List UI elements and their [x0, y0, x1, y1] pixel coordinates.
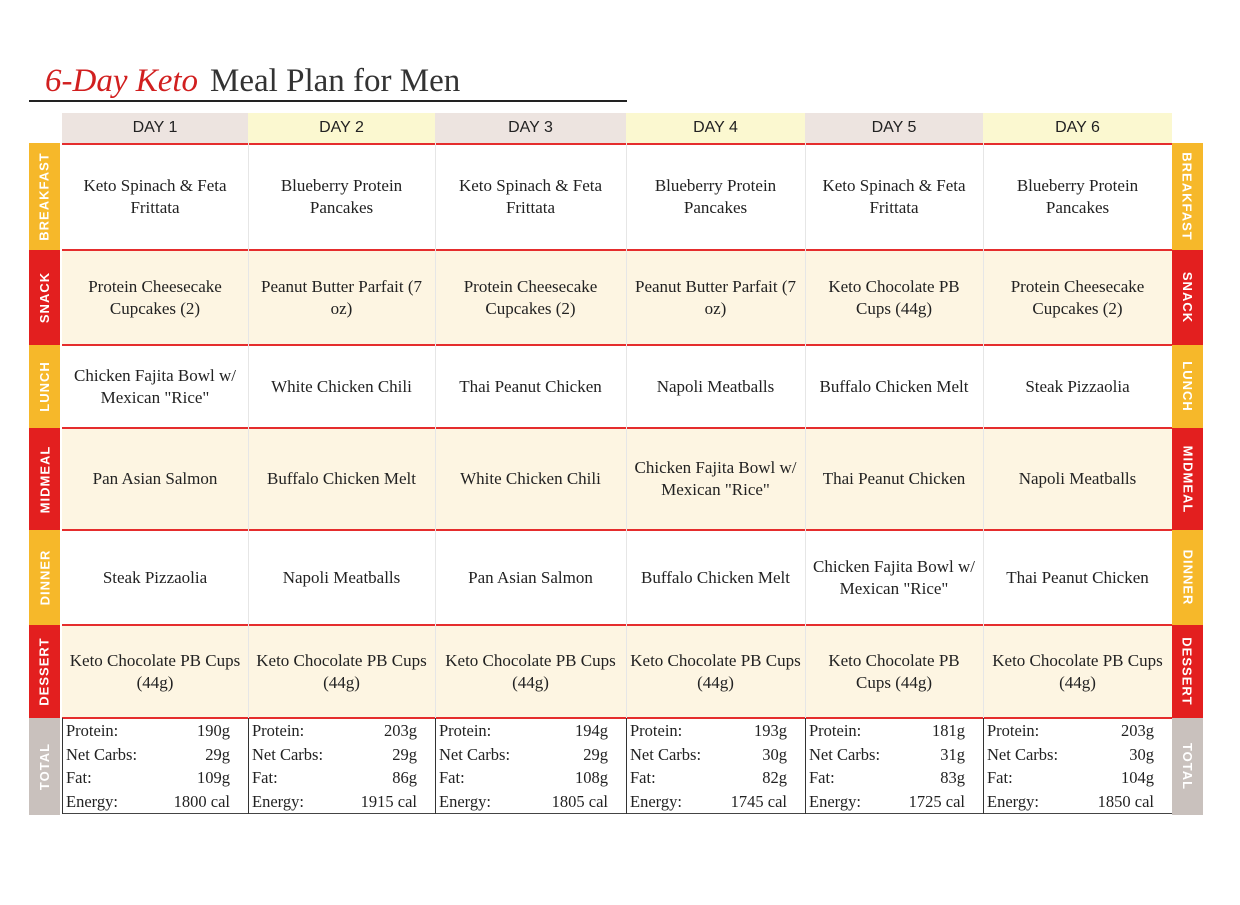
- total-value: 82g: [762, 768, 787, 787]
- total-value: 1725 cal: [908, 791, 965, 811]
- row-label-text: DINNER: [37, 549, 52, 606]
- meal-cell: Keto Chocolate PB Cups (44g): [69, 650, 241, 692]
- row-label-midmeal-right: [1172, 428, 1203, 530]
- meal-cell: Peanut Butter Parfait (7 oz): [635, 276, 796, 318]
- row-label-text: SNACK: [37, 271, 53, 324]
- meal-cell: Steak Pizzaolia: [102, 567, 208, 587]
- total-value: 29g: [583, 744, 608, 764]
- total-line: [809, 766, 979, 790]
- total-label: Net Carbs:: [809, 744, 881, 764]
- row-label-text: SNACK: [1180, 271, 1196, 324]
- row-label-text: DINNER: [1180, 549, 1195, 606]
- page-title: [45, 62, 460, 100]
- total-left-border: [62, 718, 63, 814]
- total-value: 30g: [1129, 744, 1154, 764]
- row-label-text: MIDMEAL: [37, 445, 53, 513]
- meal-plan-table: [29, 113, 1211, 815]
- row-label-dessert-left: [29, 625, 60, 718]
- column-divider: [248, 143, 249, 718]
- total-line: [987, 743, 1168, 767]
- total-label: Net Carbs:: [66, 744, 138, 764]
- total-value: 1915 cal: [360, 791, 417, 811]
- row-label-text: LUNCH: [1180, 361, 1195, 412]
- total-line: [630, 766, 801, 790]
- total-line: [252, 719, 431, 743]
- row-divider: [62, 427, 1172, 429]
- column-divider: [435, 143, 436, 718]
- total-label: Energy:: [439, 791, 491, 811]
- total-label: Protein:: [66, 721, 119, 740]
- total-line: [439, 766, 622, 790]
- total-label: Fat:: [987, 768, 1013, 787]
- title-rest: Meal Plan for Men: [210, 63, 461, 99]
- meal-cell: Keto Chocolate PB Cups (44g): [992, 650, 1163, 692]
- total-cell-day-2: [248, 718, 435, 815]
- total-line: [66, 790, 244, 814]
- total-line: [630, 790, 801, 814]
- row-divider: [62, 143, 1172, 145]
- total-column-divider: [983, 718, 984, 814]
- total-line: [987, 719, 1168, 743]
- total-label: Fat:: [439, 768, 465, 787]
- total-value: 30g: [762, 744, 787, 764]
- meal-cell: Napoli Meatballs: [656, 376, 775, 396]
- total-label: Energy:: [630, 791, 682, 811]
- meal-cell: Pan Asian Salmon: [468, 567, 593, 587]
- total-label: Energy:: [252, 791, 304, 811]
- total-line: [252, 743, 431, 767]
- column-divider: [626, 143, 627, 718]
- total-line: [987, 790, 1168, 814]
- total-value: 190g: [197, 721, 230, 740]
- total-value: 1800 cal: [173, 791, 230, 811]
- total-cell-day-3: [435, 718, 626, 815]
- meal-cell: Blueberry Protein Pancakes: [1016, 175, 1139, 217]
- total-value: 203g: [1121, 721, 1154, 740]
- total-value: 1850 cal: [1097, 791, 1154, 811]
- total-line: [252, 790, 431, 814]
- row-label-text: BREAKFAST: [1180, 152, 1196, 241]
- meal-cell: Protein Cheesecake Cupcakes (2): [88, 276, 222, 318]
- total-label: Fat:: [809, 768, 835, 787]
- meal-cell: Keto Chocolate PB Cups (44g): [445, 650, 616, 692]
- row-divider: [62, 529, 1172, 531]
- row-label-text: DESSERT: [1180, 637, 1195, 706]
- total-label: Protein:: [252, 721, 305, 740]
- total-label: Energy:: [987, 791, 1039, 811]
- meal-cell: Buffalo Chicken Melt: [267, 469, 416, 488]
- row-label-breakfast-right: [1172, 143, 1203, 250]
- meal-cell: White Chicken Chili: [271, 376, 412, 396]
- total-line: [630, 743, 801, 767]
- row-label-lunch-right: [1172, 345, 1203, 428]
- meal-cell: Keto Chocolate PB Cups (44g): [828, 650, 960, 692]
- column-divider: [805, 143, 806, 718]
- meal-cell: Thai Peanut Chicken: [459, 376, 602, 396]
- title-highlight: 6-Day Keto: [45, 63, 199, 99]
- total-value: 29g: [205, 744, 230, 764]
- total-value: 109g: [197, 768, 230, 787]
- meal-cell: Buffalo Chicken Melt: [641, 567, 790, 587]
- meal-cell: Buffalo Chicken Melt: [819, 376, 969, 396]
- total-column-divider: [626, 718, 627, 814]
- total-label: Protein:: [630, 721, 683, 740]
- meal-cell: Chicken Fajita Bowl w/ Mexican "Rice": [813, 556, 975, 598]
- meal-cell: Chicken Fajita Bowl w/ Mexican "Rice": [74, 365, 236, 407]
- meal-cell: Keto Chocolate PB Cups (44g): [256, 650, 427, 692]
- total-line: [439, 790, 622, 814]
- total-cell-day-4: [626, 718, 805, 815]
- total-label: Fat:: [66, 768, 92, 787]
- total-label: Fat:: [252, 768, 278, 787]
- total-value: 193g: [754, 721, 787, 740]
- meal-cell: Blueberry Protein Pancakes: [280, 175, 403, 217]
- day-header-4: DAY 4: [626, 113, 805, 143]
- row-label-text: TOTAL: [1180, 742, 1195, 791]
- total-line: [809, 719, 979, 743]
- total-value: 194g: [575, 721, 608, 740]
- total-line: [809, 790, 979, 814]
- total-label: Energy:: [66, 791, 118, 811]
- total-line: [66, 766, 244, 790]
- row-label-dinner-right: [1172, 530, 1203, 625]
- meal-cell: Thai Peanut Chicken: [822, 469, 966, 488]
- meal-cell: Protein Cheesecake Cupcakes (2): [1010, 276, 1145, 318]
- column-divider: [983, 143, 984, 718]
- total-value: 1805 cal: [551, 791, 608, 811]
- day-header-1: DAY 1: [62, 113, 248, 143]
- total-value: 31g: [940, 744, 965, 764]
- meal-cell: Peanut Butter Parfait (7 oz): [261, 276, 422, 318]
- row-label-dinner-left: [29, 530, 60, 625]
- row-label-text: DESSERT: [37, 637, 52, 706]
- total-line: [252, 766, 431, 790]
- total-line: [809, 743, 979, 767]
- row-divider: [62, 249, 1172, 251]
- meal-cell: Napoli Meatballs: [1018, 469, 1137, 488]
- meal-cell: Steak Pizzaolia: [1025, 376, 1130, 396]
- row-label-text: MIDMEAL: [1180, 445, 1196, 513]
- total-line: [66, 743, 244, 767]
- total-line: [439, 719, 622, 743]
- total-label: Net Carbs:: [630, 744, 702, 764]
- total-value: 29g: [392, 744, 417, 764]
- row-label-breakfast-left: [29, 143, 60, 250]
- total-value: 83g: [940, 768, 965, 787]
- day-header-6: DAY 6: [983, 113, 1172, 143]
- meal-cell: Pan Asian Salmon: [92, 469, 218, 488]
- meal-cell: Keto Spinach & Feta Frittata: [458, 175, 603, 217]
- row-label-snack-left: [29, 250, 60, 345]
- total-label: Energy:: [809, 791, 861, 811]
- total-label: Protein:: [987, 721, 1040, 740]
- row-label-midmeal-left: [29, 428, 60, 530]
- total-value: 1745 cal: [730, 791, 787, 811]
- meal-cell: Keto Spinach & Feta Frittata: [822, 175, 966, 217]
- total-value: 108g: [575, 768, 608, 787]
- total-cell-day-5: [805, 718, 983, 815]
- total-column-divider: [435, 718, 436, 814]
- meal-cell: White Chicken Chili: [460, 469, 601, 488]
- total-value: 86g: [392, 768, 417, 787]
- row-label-snack-right: [1172, 250, 1203, 345]
- total-label: Protein:: [439, 721, 492, 740]
- meal-cell: Blueberry Protein Pancakes: [654, 175, 777, 217]
- total-column-divider: [248, 718, 249, 814]
- total-line: [66, 719, 244, 743]
- row-label-text: TOTAL: [37, 742, 52, 791]
- row-label-total-right: [1172, 718, 1203, 815]
- day-header-2: DAY 2: [248, 113, 435, 143]
- meal-cell: Keto Spinach & Feta Frittata: [83, 175, 227, 217]
- meal-cell: Keto Chocolate PB Cups (44g): [828, 276, 960, 318]
- total-value: 104g: [1121, 768, 1154, 787]
- row-divider: [62, 624, 1172, 626]
- day-header-5: DAY 5: [805, 113, 983, 143]
- total-line: [987, 766, 1168, 790]
- table-bottom-border: [62, 813, 1172, 814]
- row-label-text: BREAKFAST: [37, 152, 53, 241]
- total-value: 181g: [932, 721, 965, 740]
- total-column-divider: [805, 718, 806, 814]
- title-bar: [29, 60, 627, 102]
- total-cell-day-6: [983, 718, 1172, 815]
- total-label: Net Carbs:: [439, 744, 511, 764]
- total-value: 203g: [384, 721, 417, 740]
- day-header-3: DAY 3: [435, 113, 626, 143]
- row-label-total-left: [29, 718, 60, 815]
- row-label-text: LUNCH: [37, 361, 52, 412]
- meal-cell: Keto Chocolate PB Cups (44g): [630, 650, 801, 692]
- total-label: Net Carbs:: [252, 744, 324, 764]
- row-label-dessert-right: [1172, 625, 1203, 718]
- meal-cell: Protein Cheesecake Cupcakes (2): [463, 276, 598, 318]
- row-divider: [62, 344, 1172, 346]
- meal-cell: Napoli Meatballs: [282, 567, 401, 587]
- total-cell-day-1: [62, 718, 248, 815]
- total-label: Net Carbs:: [987, 744, 1059, 764]
- meal-cell: Thai Peanut Chicken: [1006, 567, 1149, 587]
- meal-cell: Chicken Fajita Bowl w/ Mexican "Rice": [634, 458, 797, 499]
- row-label-lunch-left: [29, 345, 60, 428]
- total-line: [630, 719, 801, 743]
- total-label: Protein:: [809, 721, 862, 740]
- total-label: Fat:: [630, 768, 656, 787]
- total-line: [439, 743, 622, 767]
